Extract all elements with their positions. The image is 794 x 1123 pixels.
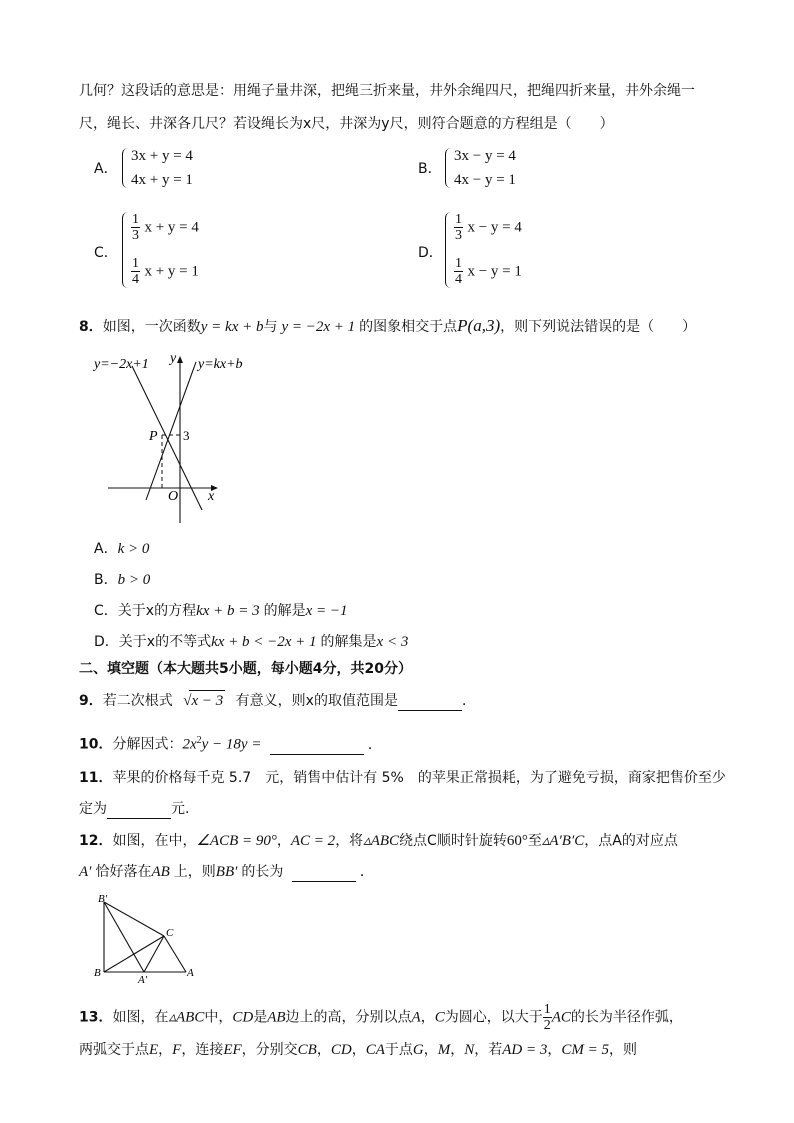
- math: P(a,3): [457, 316, 501, 335]
- stem-text: ，: [158, 1042, 173, 1058]
- graph-label-origin: O: [168, 489, 179, 504]
- stem-text: 如图，一次函数: [102, 319, 201, 335]
- answer-blank[interactable]: [270, 740, 364, 755]
- stem-text: 若二次根式: [102, 693, 173, 709]
- fig-label-c: C: [166, 927, 174, 939]
- graph-label-p: P: [149, 429, 158, 444]
- graph-label-x: x: [208, 489, 215, 504]
- stem-text: 的长为半径作弧，: [570, 1009, 683, 1026]
- stem-text: ，: [276, 833, 291, 849]
- option-text: 关于x的不等式: [118, 634, 212, 650]
- stem-text: 是: [253, 1009, 268, 1026]
- question-number: 12．: [79, 833, 113, 849]
- equation: x − y = 4: [467, 219, 522, 236]
- option-text: 的解是: [263, 603, 306, 619]
- math: M: [437, 1042, 451, 1058]
- q7-stem-line2: 尺，绳长、井深各几尺？若设绳长为x尺，井深为y尺，则符合题意的方程组是（ ）: [79, 116, 614, 132]
- question-number: 9．: [79, 693, 103, 709]
- q11-line1: [79, 768, 726, 788]
- fraction: $\frac{1}{3}$: [132, 212, 139, 243]
- math: ▵A′B′C: [541, 833, 585, 849]
- math: BB′: [215, 864, 238, 880]
- stem-text: 的图象相交于点: [359, 319, 458, 335]
- q8-option-b[interactable]: [94, 570, 150, 590]
- stem-text: 上，则: [173, 864, 216, 880]
- stem-text: 苹果的价格每千克 5.7 元，销售中估计有 5% 的苹果正常损耗，为了避免亏损，商家把售价至少: [112, 770, 726, 786]
- option-label: A．: [94, 541, 118, 557]
- equation: 3x − y = 4: [454, 148, 516, 164]
- brace: [445, 148, 451, 188]
- equation: x − y = 1: [467, 263, 522, 280]
- question-number: 13．: [79, 1009, 113, 1026]
- math: G: [412, 1042, 424, 1058]
- equation: 4x − y = 1: [454, 172, 516, 188]
- q12-line1: [79, 831, 678, 851]
- stem-text: ．: [367, 736, 382, 753]
- math: x < 3: [376, 634, 409, 650]
- math: b > 0: [117, 572, 151, 588]
- q13-line1: [79, 1002, 683, 1033]
- graph-label-y: y: [170, 351, 177, 366]
- math: N: [464, 1042, 475, 1058]
- fig-label-b-prime: B′: [98, 893, 108, 905]
- math: E: [149, 1042, 159, 1058]
- stem-text: ，: [423, 1042, 438, 1058]
- math: kx + b = 3: [196, 603, 260, 619]
- graph-label-line2: y=kx+b: [198, 357, 243, 372]
- question-number: 10．: [79, 736, 113, 753]
- math: ▵ABC: [168, 1009, 205, 1026]
- stem-text: ，则: [608, 1042, 637, 1058]
- math: A′: [79, 864, 92, 880]
- option-label: D．: [418, 245, 443, 261]
- math: k > 0: [117, 541, 150, 557]
- math: AB: [151, 864, 170, 880]
- q9: 9．若二次根式 √x − 3 有意义，则x的取值范围是 ．: [79, 690, 476, 711]
- equation: x + y = 1: [144, 263, 199, 280]
- q8-option-d[interactable]: [94, 632, 408, 652]
- question-number: 11．: [79, 770, 113, 786]
- radicand: x − 3: [189, 690, 225, 711]
- stem-text: 元.: [171, 801, 190, 817]
- fraction: $\frac{1}{4}$: [455, 256, 462, 287]
- stem-text: 边上的高，分别以点: [285, 1009, 412, 1026]
- section-title: 二、填空题（本大题共5小题，每小题4分，共20分）: [79, 661, 412, 677]
- q13-line2: [79, 1040, 637, 1060]
- math: CA: [365, 1042, 385, 1058]
- math: AC: [551, 1009, 571, 1026]
- math: y = −2x + 1: [281, 319, 356, 335]
- math: y = kx + b: [200, 319, 264, 335]
- fig-label-b: B: [94, 967, 101, 979]
- stem-text: ．: [359, 864, 374, 880]
- equation: x + y = 4: [144, 219, 199, 236]
- stem-text: ，连接: [181, 1042, 224, 1058]
- q7-stem-line1: 几何？这段话的意思是：用绳子量井深，把绳三折来量，井外余绳四尺，把绳四折来量，井外余绳一: [79, 83, 695, 99]
- math: CD: [232, 1009, 254, 1026]
- stem-text: 中，: [204, 1009, 233, 1026]
- stem-text: ，: [420, 1009, 435, 1026]
- graph-label-3: 3: [183, 428, 190, 443]
- q12-figure: [92, 890, 202, 990]
- math: CD: [330, 1042, 352, 1058]
- math: C: [434, 1009, 445, 1026]
- math: ▵ABC: [363, 833, 400, 849]
- math: x = −1: [305, 603, 348, 619]
- stem-text: 如图，在中，: [112, 833, 197, 849]
- stem-text: ，若: [474, 1042, 503, 1058]
- option-text: 的解集是: [320, 634, 377, 650]
- stem-text: 至: [527, 833, 542, 849]
- stem-text: 定为: [79, 801, 107, 817]
- stem-text: ，点A的对应点: [584, 833, 678, 849]
- q11-line2: [79, 799, 189, 819]
- stem-text: 有意义，则x的取值范围是: [235, 693, 398, 709]
- math: AC = 2: [290, 833, 336, 849]
- brace: [122, 148, 128, 188]
- q8-graph: [90, 348, 260, 528]
- fig-label-a: A: [187, 967, 194, 979]
- stem-text: 于点: [384, 1042, 413, 1058]
- equation: 3x + y = 4: [131, 148, 193, 164]
- math-sup: 2: [196, 735, 202, 746]
- stem-text: ，将: [335, 833, 364, 849]
- math: AD = 3: [502, 1042, 548, 1058]
- fraction: $\frac{1}{3}$: [455, 212, 462, 243]
- math: 60°: [506, 833, 528, 849]
- graph-label-line1: y=−2x+1: [94, 357, 149, 372]
- brace: [122, 212, 128, 288]
- stem-text: 恰好落在: [95, 864, 152, 880]
- option-label: C．: [94, 603, 118, 619]
- stem-text: ，: [316, 1042, 331, 1058]
- brace: [445, 212, 451, 288]
- stem-text: ，: [351, 1042, 366, 1058]
- math: CM = 5: [561, 1042, 609, 1058]
- stem-text: ．: [461, 693, 476, 709]
- answer-blank[interactable]: [107, 804, 171, 819]
- stem-text: 分解因式：: [112, 736, 183, 753]
- q8-option-c[interactable]: [94, 601, 348, 621]
- q8-stem: [79, 316, 696, 337]
- stem-text: ，: [547, 1042, 562, 1058]
- option-label: B．: [94, 572, 118, 588]
- math: y − 18y =: [201, 736, 262, 753]
- stem-text: 的长为: [241, 864, 284, 880]
- option-label: B．: [418, 161, 442, 177]
- stem-text: ，则下列说法错误的是（ ）: [500, 319, 697, 335]
- math: EF: [223, 1042, 242, 1058]
- option-label: A．: [94, 161, 118, 177]
- stem-text: ，分别交: [241, 1042, 298, 1058]
- fraction: $\frac{1}{4}$: [132, 256, 139, 287]
- answer-blank[interactable]: [292, 867, 356, 882]
- math: A: [411, 1009, 421, 1026]
- math: F: [172, 1042, 182, 1058]
- q12-line2: [79, 862, 374, 882]
- fig-label-a-prime: A′: [138, 974, 148, 986]
- option-label: D．: [94, 634, 119, 650]
- question-number: 8．: [79, 319, 103, 335]
- math: CB: [297, 1042, 317, 1058]
- math: kx + b < −2x + 1: [211, 634, 317, 650]
- answer-blank[interactable]: [398, 696, 462, 711]
- stem-text: 如图，在: [112, 1009, 169, 1026]
- math: 2x: [182, 736, 197, 753]
- fraction: $\frac{1}{2}$: [543, 1002, 551, 1033]
- q10: [79, 731, 382, 755]
- option-text: 关于x的方程: [117, 603, 197, 619]
- stem-text: 与: [263, 319, 278, 335]
- stem-text: 为圆心，以大于: [444, 1009, 543, 1026]
- option-label: C．: [94, 245, 118, 261]
- q8-option-a[interactable]: [94, 539, 149, 559]
- math: AB: [267, 1009, 286, 1026]
- stem-text: ，: [450, 1042, 465, 1058]
- math: ∠ACB = 90°: [196, 833, 277, 849]
- stem-text: 绕点C顺时针旋转: [399, 833, 507, 849]
- equation: 4x + y = 1: [131, 172, 193, 188]
- stem-text: 两弧交于点: [79, 1042, 149, 1058]
